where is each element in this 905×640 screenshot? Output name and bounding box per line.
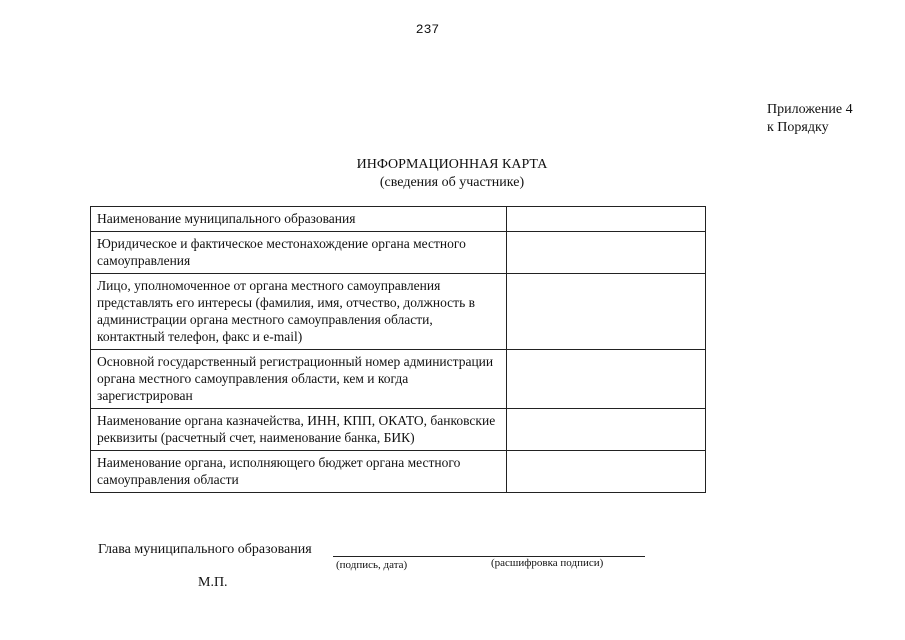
row-value (507, 451, 706, 493)
row-label: Лицо, уполномоченное от органа местного самоуправления представлять его интересы (фамилия, имя, отчество, должность в администрации органа местного самоуправления области, контактный телефон, факс и e-mail) (91, 274, 507, 350)
title-main: ИНФОРМАЦИОННАЯ КАРТА (356, 157, 548, 172)
signature-hint-date: (подпись, дата) (336, 559, 408, 571)
table-row (91, 409, 706, 451)
appendix-note (767, 101, 853, 137)
row-value (507, 207, 706, 232)
page-number: 237 (415, 22, 440, 37)
signature-label: Глава муниципального образования (98, 542, 312, 557)
row-value (507, 350, 706, 409)
row-label: Наименование органа, исполняющего бюджет органа местного самоуправления области (91, 451, 507, 493)
title-sub: (сведения об участнике) (379, 175, 525, 190)
appendix-line-1: Приложение 4 (767, 102, 853, 117)
row-value (507, 274, 706, 350)
table-row (91, 451, 706, 493)
row-label: Наименование органа казначейства, ИНН, КПП, ОКАТО, банковские реквизиты (расчетный счет, наименование банка, БИК) (91, 409, 507, 451)
appendix-line-2: к Порядку (767, 120, 829, 135)
stamp-placeholder: М.П. (198, 575, 228, 590)
row-label: Юридическое и фактическое местонахождение органа местного самоуправления (91, 232, 507, 274)
table-row (91, 350, 706, 409)
table-row (91, 232, 706, 274)
row-label: Наименование муниципального образования (91, 207, 507, 232)
table-row (91, 274, 706, 350)
document-title (300, 156, 604, 192)
signature-hint-name: (расшифровка подписи) (491, 557, 604, 569)
row-label: Основной государственный регистрационный номер администрации органа местного самоуправления области, кем и когда зарегистрирован (91, 350, 507, 409)
row-value (507, 232, 706, 274)
table-row (91, 207, 706, 232)
row-value (507, 409, 706, 451)
info-table (90, 206, 706, 493)
